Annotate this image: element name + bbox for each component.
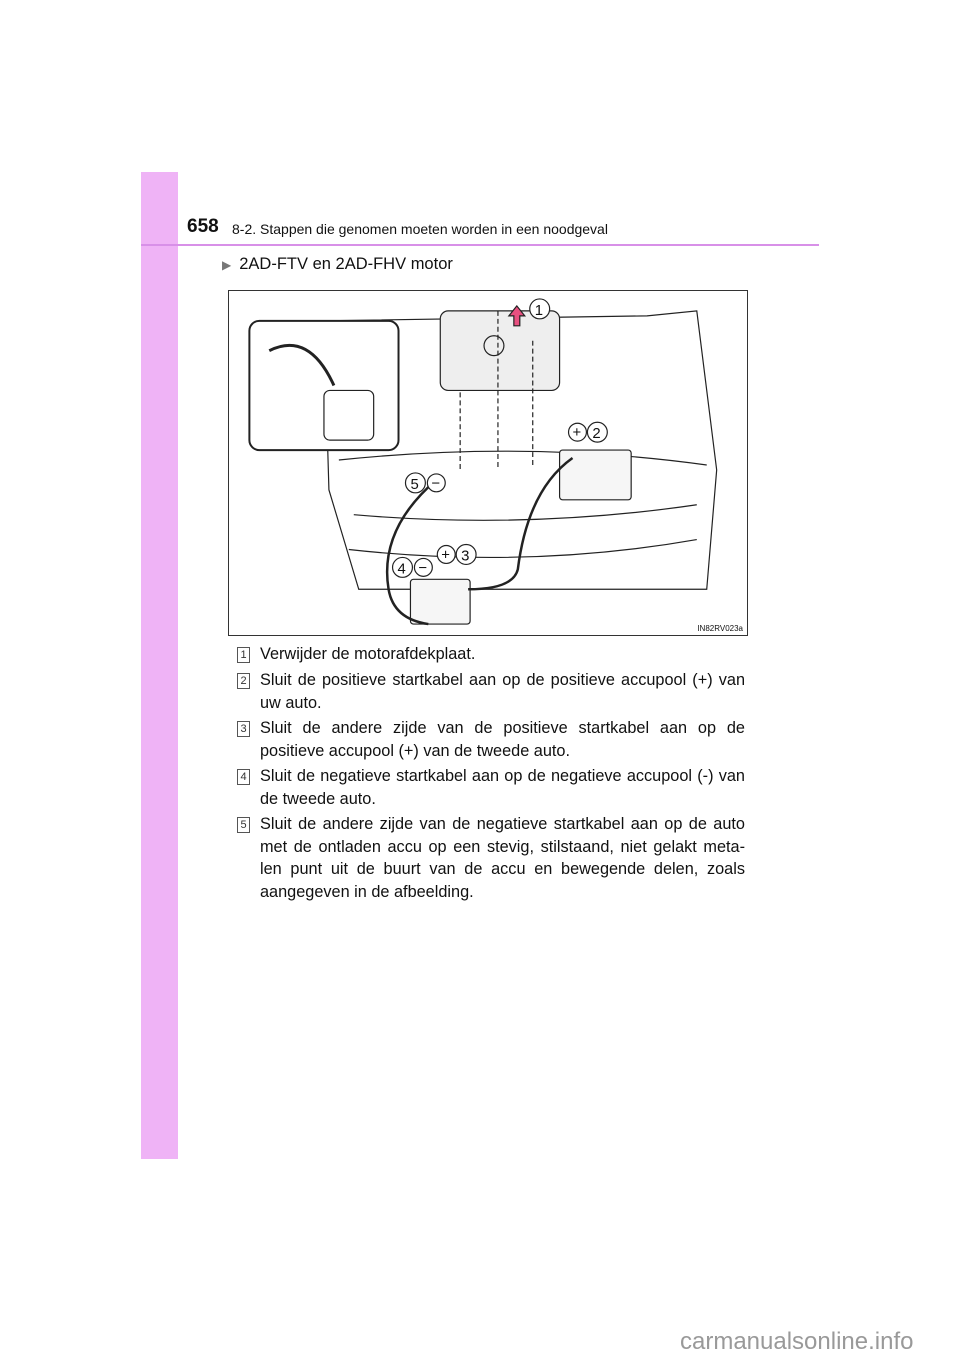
step-4: 4 Sluit de negatieve startkabel aan op de negatieve accupool (-) van de tweede auto.: [237, 765, 745, 810]
callout-5: 5: [410, 476, 419, 493]
svg-text:−: −: [431, 475, 441, 492]
svg-text:+: +: [572, 425, 582, 442]
watermark: carmanualsonline.info: [680, 1328, 914, 1355]
callout-2: 2: [592, 426, 601, 443]
header-divider: [141, 244, 819, 246]
svg-text:+: +: [441, 547, 450, 564]
step-5: 5 Sluit de andere zijde van de negatieve startkabel aan op de auto met de ontladen accu op een stevig, stilstaand, niet gelakt meta-len punt uit de buurt van de accu en bewegende delen, zoals aangegeven in de afbeelding.: [237, 813, 745, 903]
step-3: 3 Sluit de andere zijde van de positieve startkabel aan op de positieve accupool (+) van de tweede auto.: [237, 717, 745, 762]
page-number: 658: [187, 216, 219, 237]
subheading: ▶ 2AD-FTV en 2AD-FHV motor: [222, 255, 453, 273]
section-tab: [141, 172, 178, 1159]
engine-illustration: [228, 290, 748, 636]
step-1: 1 Verwijder de motorafdekplaat.: [237, 643, 745, 666]
callout-3: 3: [461, 548, 470, 565]
triangle-bullet-icon: ▶: [222, 258, 232, 272]
section-title: 8-2. Stappen die genomen moeten worden in een noodgeval: [232, 221, 608, 237]
callout-4: 4: [397, 561, 406, 578]
step-2: 2 Sluit de positieve startkabel aan op de positieve accupool (+) van uw auto.: [237, 669, 745, 714]
callout-1: 1: [534, 302, 544, 319]
figure-caption: IN82RV023a: [697, 624, 743, 633]
svg-text:−: −: [418, 560, 428, 577]
